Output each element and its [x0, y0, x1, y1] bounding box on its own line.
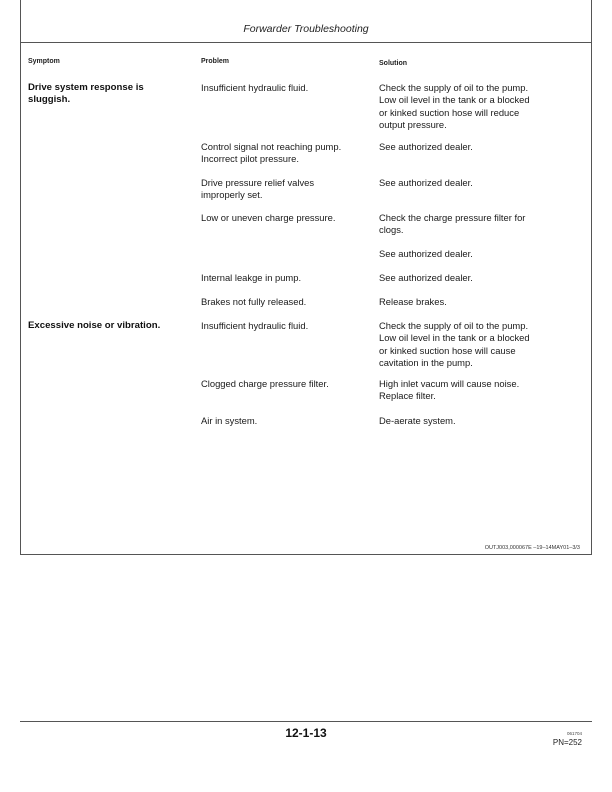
symptom-line: Excessive noise or vibration.: [28, 320, 161, 331]
solution-line: clogs.: [379, 224, 404, 236]
frame-right-top: [591, 0, 592, 42]
page-header-title: Forwarder Troubleshooting: [243, 23, 369, 35]
document-reference: OUTJ003,000067E –19–14MAY01–3/3: [484, 545, 580, 551]
symptom-line: Drive system response is: [28, 82, 144, 93]
problem-cell: [201, 272, 373, 284]
symptom-line: sluggish.: [28, 94, 71, 105]
solution-line: See authorized dealer.: [379, 141, 473, 152]
solution-cell: [379, 212, 579, 237]
solution-line: See authorized dealer.: [379, 177, 473, 188]
solution-line: Low oil level in the tank or a blocked: [379, 94, 530, 106]
solution-line: cavitation in the pump.: [379, 357, 473, 369]
solution-line: or kinked suction hose will cause: [379, 344, 516, 356]
frame-left-top: [20, 0, 21, 42]
problem-line: Low or uneven charge pressure.: [201, 212, 336, 223]
frame-right: [591, 42, 592, 554]
solution-line: Low oil level in the tank or a blocked: [379, 332, 530, 344]
bottom-rule: [20, 554, 592, 555]
solution-line: Replace filter.: [379, 390, 436, 402]
solution-line: Check the charge pressure filter for: [379, 212, 526, 223]
solution-cell: [379, 296, 579, 308]
solution-cell: [379, 177, 579, 189]
solution-line: Check the supply of oil to the pump.: [379, 320, 529, 331]
solution-line: or kinked suction hose will reduce: [379, 106, 520, 118]
problem-line: Insufficient hydraulic fluid.: [201, 82, 309, 93]
solution-cell: [379, 248, 579, 260]
footer-code: 061704: [566, 731, 582, 736]
solution-line: output pressure.: [379, 119, 447, 131]
problem-line: Internal leakge in pump.: [201, 272, 302, 283]
symptom-cell: [28, 82, 198, 106]
problem-line: improperly set.: [201, 189, 263, 201]
solution-line: High inlet vacum will cause noise.: [379, 378, 520, 389]
solution-cell: [379, 272, 579, 284]
problem-cell: [201, 82, 373, 94]
frame-left: [20, 42, 21, 554]
solution-cell: [379, 320, 579, 370]
solution-line: See authorized dealer.: [379, 248, 473, 259]
problem-line: Insufficient hydraulic fluid.: [201, 320, 309, 331]
problem-cell: [201, 177, 373, 202]
solution-line: De-aerate system.: [379, 415, 456, 426]
problem-line: Clogged charge pressure filter.: [201, 378, 329, 389]
column-header-problem: Problem: [201, 58, 230, 65]
column-header-symptom: Symptom: [28, 58, 60, 65]
page-number: 12-1-13: [285, 726, 327, 740]
symptom-cell: [28, 320, 198, 332]
problem-cell: [201, 296, 373, 308]
footer-pn: PN=252: [552, 738, 582, 747]
problem-cell: [201, 141, 373, 166]
problem-line: Air in system.: [201, 415, 258, 426]
solution-cell: [379, 415, 579, 427]
problem-cell: [201, 378, 373, 390]
column-header-solution: Solution: [379, 60, 407, 67]
problem-line: Drive pressure relief valves: [201, 177, 315, 188]
footer-rule: [20, 721, 592, 722]
solution-line: See authorized dealer.: [379, 272, 473, 283]
problem-line: Incorrect pilot pressure.: [201, 153, 299, 165]
header-rule: [20, 42, 592, 43]
problem-line: Control signal not reaching pump.: [201, 141, 342, 152]
problem-line: Brakes not fully released.: [201, 296, 307, 307]
solution-cell: [379, 82, 579, 132]
solution-line: Release brakes.: [379, 296, 447, 307]
solution-line: Check the supply of oil to the pump.: [379, 82, 529, 93]
problem-cell: [201, 320, 373, 332]
solution-cell: [379, 141, 579, 153]
problem-cell: [201, 212, 373, 224]
problem-cell: [201, 415, 373, 427]
solution-cell: [379, 378, 579, 403]
